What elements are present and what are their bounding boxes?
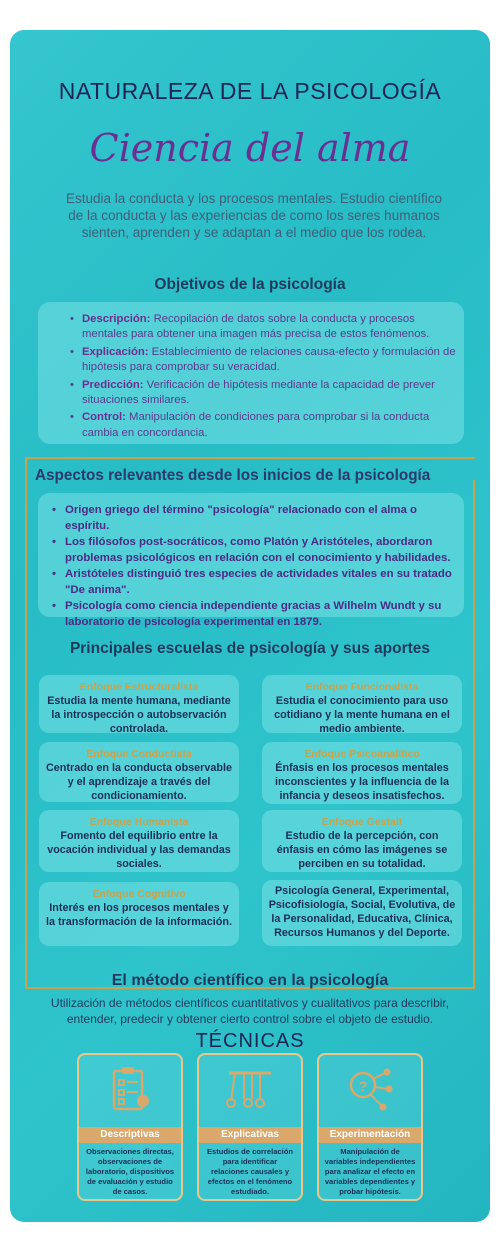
school-name: Enfoque Conductista [86,748,192,760]
aspectos-heading: Aspectos relevantes desde los inicios de la psicología [35,467,431,484]
page-subtitle: Ciencia del alma [89,126,411,170]
school-card [39,810,239,872]
objetivo-item: • Predicción: Verificación de hipótesis mediante la capacidad de prever situaciones similares. [70,378,456,409]
objetivos-list [70,312,456,443]
aspecto-item: • Origen griego del término "psicología" relacionado con el alma o espíritu. [52,503,456,534]
tecnica-desc: Estudios de correlación para identificar relaciones causales y efectos en el fenómeno estudiado. [206,1147,294,1196]
tecnica-name: Experimentación [319,1127,421,1143]
tecnica-card [77,1053,183,1201]
school-desc: Estudio de la percepción, con énfasis en cómo las imágenes se perciben en su totalidad. [276,830,448,870]
school-card [39,675,239,733]
school-card-areas [262,880,462,946]
aspecto-item: • Psicología como ciencia independiente gracias a Wilhelm Wundt y su laboratorio de psicología experimental en 1879. [52,599,456,630]
intro-text: Estudia la conducta y los procesos mentales. Estudio científico de la conducta y las experiencias de como los seres humanos sienten, aprenden y se adaptan a el medio que los rodea. [66,191,442,240]
svg-text:?: ? [358,1078,368,1094]
newton-cradle-icon [199,1065,301,1125]
school-desc: Énfasis en los procesos mentales inconscientes y la influencia de la infancia y deseos insatisfechos. [274,762,449,802]
school-name: Enfoque Humanista [89,816,189,828]
tecnica-card [197,1053,303,1201]
school-desc: Estudia el conocimiento para uso cotidiano y la mente humana en el medio ambiente. [274,695,450,735]
objetivos-box [38,302,464,444]
school-card [262,675,462,733]
gold-frame-right [473,480,475,989]
school-name: Enfoque Psicoanalítico [304,748,420,760]
page-title: NATURALEZA DE LA PSICOLOGÍA [58,78,442,104]
tecnica-name: Explicativas [199,1127,301,1143]
school-desc: Interés en los procesos mentales y la transformación de la información. [46,902,232,928]
tecnica-desc: Manipulación de variables independientes para analizar el efecto en variables dependientes y probar hipótesis. [324,1147,416,1196]
metodo-text: Utilización de métodos científicos cuantitativos y cualitativos para describir, entender, predecir y obtener cierto control sobre el objeto de estudio. [50,996,450,1026]
tecnicas-heading: TÉCNICAS [195,1030,305,1052]
school-desc: Estudia la mente humana, mediante la introspección o autobservación controlada. [47,695,231,735]
objetivo-item: • Explicación: Establecimiento de relaciones causa-efecto y formulación de hipótesis para comprobar su veracidad. [70,345,456,376]
aspecto-item: • Los filósofos post-socráticos, como Platón y Aristóteles, abordaron problemas psicológicos en relación con el conocimiento y habilidades. [52,535,456,566]
infographic-poster [10,30,490,1222]
metodo-heading: El método científico en la psicología [111,972,389,989]
objetivo-item: • Descripción: Recopilación de datos sobre la conducta y procesos mentales para obtener una imagen más precisa de estos fenómenos. [70,312,456,343]
aspecto-item: • Aristóteles distinguió tres especies de actividades vitales en su tratado "De anima". [52,567,456,598]
tecnica-name: Descriptivas [79,1127,181,1143]
objetivo-item: • Control: Manipulación de condiciones para comprobar si la conducta cambia en concordancia. [70,410,456,441]
school-card [39,882,239,946]
school-name: Enfoque Estructuralista [79,681,199,693]
school-name: Enfoque Cognitivo [92,888,186,900]
objetivos-heading: Objetivos de la psicología [154,276,346,293]
escuelas-heading: Principales escuelas de psicología y sus aportes [69,640,431,657]
school-name: Enfoque Gestalt [321,816,403,828]
school-card [39,742,239,802]
question-network-icon [319,1065,421,1125]
clipboard-checklist-icon [79,1065,181,1125]
aspectos-box [38,493,464,628]
school-desc: Fomento del equilibrio entre la vocación individual y las demandas sociales. [47,830,231,870]
aspectos-list [52,503,456,631]
school-card [262,742,462,804]
tecnica-card [317,1053,423,1201]
school-name: Enfoque Funcionalista [305,681,419,693]
tecnica-desc: Observaciones directas, observaciones de laboratorio, dispositivos de evaluación y estudio de casos. [85,1147,175,1196]
school-desc: Psicología General, Experimental, Psicofisiología, Social, Evolutiva, de la Personalidad, Educativa, Clínica, Recursos Humanos y del Deporte. [268,885,456,939]
school-desc: Centrado en la conducta observable y el aprendizaje a través del condicionamiento. [46,762,232,802]
school-card [262,810,462,872]
